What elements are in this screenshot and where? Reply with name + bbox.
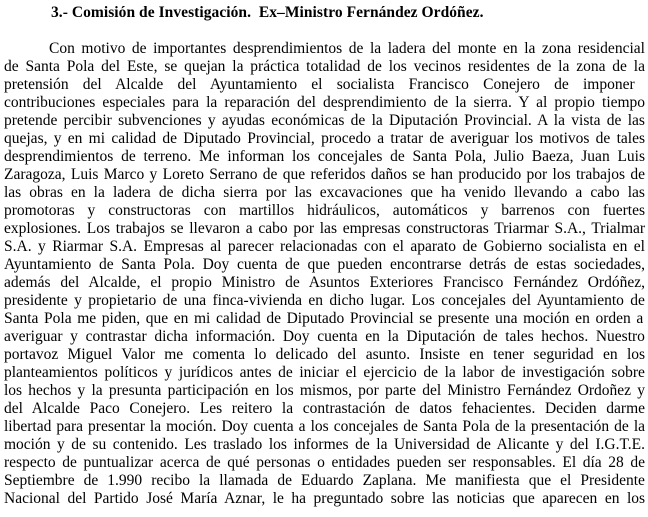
paragraph-line: S.A. y Riarmar S.A. Empresas al parecer relacionadas con el aparato de Gobierno socialista en el	[4, 238, 645, 255]
paragraph-line: de Santa Pola del Este, se quejan la práctica totalidad de los vecinos residentes de la zona de la	[4, 58, 645, 75]
paragraph-line: Zaragoza, Luis Marco y Loreto Serrano de que referidos daños se han producido por los trabajos de	[4, 166, 645, 183]
paragraph-line: Septiembre de 1.990 recibo la llamada de Eduardo Zaplana. Me manifiesta que el Presidente	[4, 472, 645, 489]
paragraph-line: las obras en la ladera de dicha sierra por las excavaciones que ha venido llevando a cabo las	[4, 184, 645, 201]
paragraph-line: del Alcalde Paco Conejero. Les reitero la contrastación de datos fehacientes. Deciden darme	[4, 400, 645, 417]
paragraph-line: Con motivo de importantes desprendimientos de la ladera del monte en la zona residencial	[49, 40, 645, 57]
paragraph-line: además del Alcalde, el propio Ministro de Asuntos Exteriores Francisco Fernández Ordóñez,	[4, 274, 645, 291]
paragraph-line: pretende percibir subvenciones y ayudas económicas de la Diputación Provincial. A la vista de las	[4, 112, 645, 129]
paragraph-line: los hechos y la presunta participación en los mismos, por parte del Ministro Fernández Ordoñez y	[4, 382, 645, 399]
paragraph-line: planteamientos políticos y jurídicos antes de iniciar el ejercicio de la labor de investigación sobre	[4, 364, 645, 381]
paragraph-line: promotoras y constructoras con martillos hidráulicos, automáticos y barrenos con fuertes	[4, 202, 645, 219]
paragraph-line: respecto de puntualizar acerca de qué personas o entidades pueden ser responsables. El día 28 de	[4, 454, 645, 471]
paragraph-line: Santa Pola me piden, que en mi calidad de Diputado Provincial se presente una moción en orden a	[4, 310, 644, 327]
paragraph-line: quejas, y en mi calidad de Diputado Provincial, procedo a tratar de averiguar los motivos de tales	[4, 130, 645, 147]
paragraph-line: pretensión del Alcalde del Ayuntamiento el socialista Francisco Conejero de imponer	[4, 76, 635, 93]
paragraph-line: Nacional del Partido José María Aznar, le ha preguntado sobre las noticias que aparecen en los	[4, 490, 645, 507]
paragraph-line: Ayuntamiento de Santa Pola. Doy cuenta de que pueden encontrarse detrás de estas sociedades,	[4, 256, 645, 273]
paragraph-line: presidente y propietario de una finca-vivienda en dicho lugar. Los concejales del Ayuntamiento de	[4, 292, 645, 309]
paragraph-line: portavoz Miguel Valor me comenta lo delicado del asunto. Insiste en tener seguridad en los	[4, 346, 645, 363]
paragraph-line: desprendimientos de terreno. Me informan los concejales de Santa Pola, Julio Baeza, Juan Luis	[4, 148, 645, 165]
paragraph-line: explosiones. Los trabajos se llevaron a cabo por las empresas constructoras Triarmar S.A., Trialmar	[4, 220, 645, 237]
paragraph-line: contribuciones especiales para la reparación del desprendimiento de la sierra. Y al propio tiempo	[4, 94, 645, 111]
paragraph-line: averiguar y contrastar dicha información. Doy cuenta en la Diputación de tales hechos. Nuestro	[4, 328, 645, 345]
paragraph-line: libertad para presentar la moción. Doy cuenta a los concejales de Santa Pola de la presentación de la	[4, 418, 645, 435]
section-heading: 3.- Comisión de Investigación. Ex–Ministro Fernández Ordóñez.	[51, 4, 484, 21]
paragraph-line: moción y de su contenido. Les traslado los informes de la Universidad de Alicante y del I.G.T.E.	[4, 436, 645, 453]
